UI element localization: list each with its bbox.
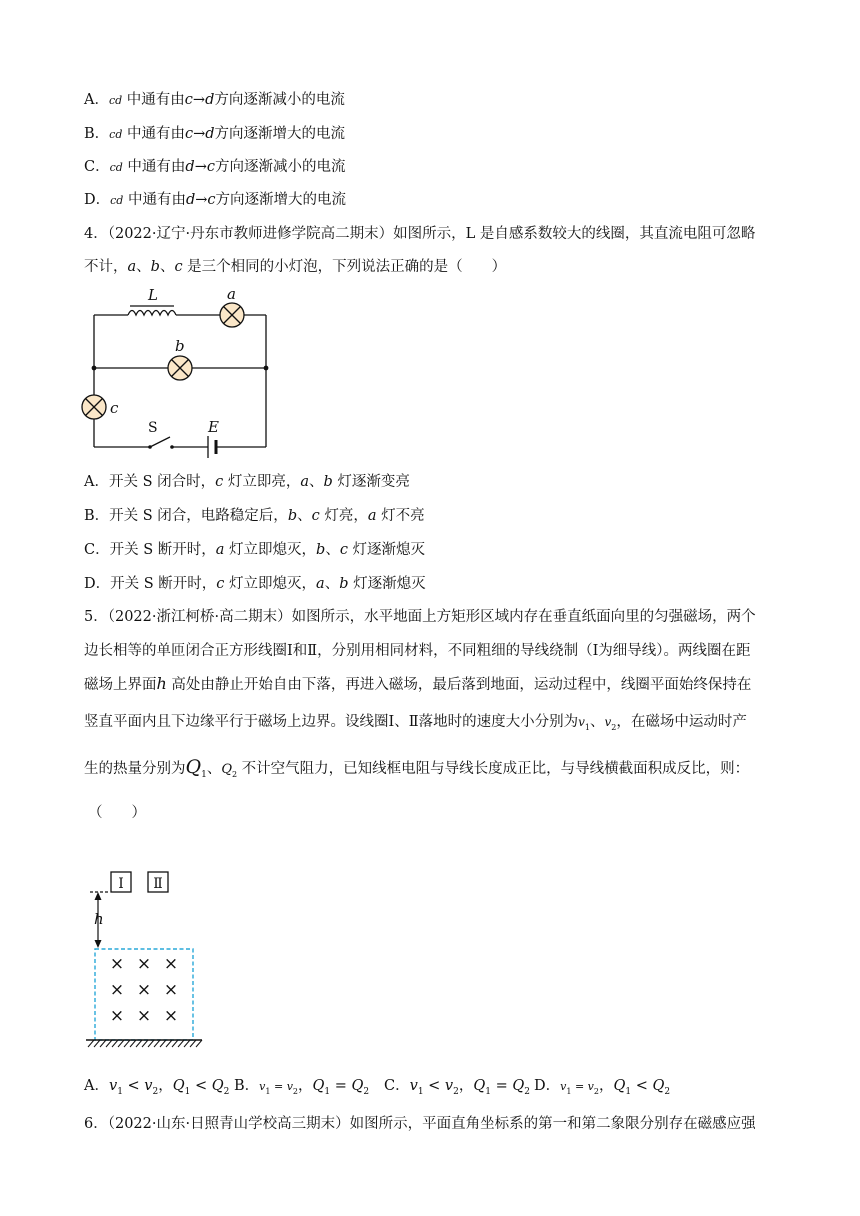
q3-option-c: C．cd 中通有由d→c方向逐渐减小的电流 <box>84 159 346 175</box>
svg-text:×: × <box>163 980 179 1000</box>
q4-circuit-diagram <box>70 282 290 457</box>
q3-option-b: B．cd 中通有由c→d方向逐渐增大的电流 <box>84 126 346 142</box>
q5-option-c: C．$v_1 < v_2$，$Q_1 = Q_2$ <box>384 1078 530 1097</box>
q5-option-b: B．$v_1 = v_2$，$Q_1 = Q_2$ <box>234 1078 370 1097</box>
height-label-h: h <box>94 910 104 928</box>
coil-2-label: Ⅱ <box>153 876 163 892</box>
label-l: L <box>148 286 158 304</box>
label-a: a <box>227 285 236 303</box>
svg-text:×: × <box>109 980 125 1000</box>
label-c: c <box>110 399 119 417</box>
svg-text:×: × <box>136 980 152 1000</box>
q5-stem-line5: 生的热量分别为$Q_1$、$Q_2$ 不计空气阻力，已知线框电阻与导线长度成正比，与导线横截面积成反比，则： <box>84 756 750 780</box>
svg-text:×: × <box>109 1006 125 1026</box>
svg-text:×: × <box>109 954 125 974</box>
q4-option-d: D．开关 S 断开时，c 灯立即熄灭，a、b 灯逐渐熄灭 <box>84 576 426 592</box>
q4-stem-line1: 4．（2022·辽宁·丹东市教师进修学院高二期末）如图所示，L 是自感系数较大的线圈，其直流电阻可忽略 <box>84 226 756 242</box>
svg-text:×: × <box>136 954 152 974</box>
svg-text:×: × <box>163 954 179 974</box>
field-crosses <box>110 954 178 1026</box>
q4-option-b: B．开关 S 闭合，电路稳定后，b、c 灯亮，a 灯不亮 <box>84 508 425 524</box>
q4-option-c: C．开关 S 断开时，a 灯立即熄灭，b、c 灯逐渐熄灭 <box>84 542 426 558</box>
q3-option-a: A．cd 中通有由c→d方向逐渐减小的电流 <box>84 92 345 108</box>
ground-hatching <box>88 1040 202 1047</box>
q5-magnetic-field-figure <box>84 868 214 1058</box>
label-e: E <box>208 418 219 436</box>
svg-text:×: × <box>163 1006 179 1026</box>
q5-stem-line1: 5．（2022·浙江柯桥·高二期末）如图所示，水平地面上方矩形区域内存在垂直纸面向里的匀强磁场，两个 <box>84 609 756 625</box>
q5-stem-line2: 边长相等的单匝闭合正方形线圈Ⅰ和Ⅱ，分别用相同材料，不同粗细的导线绕制（Ⅰ为细导线）。两线圈在距 <box>84 643 751 659</box>
q5-stem-line3: 磁场上界面h 高处由静止开始自由下落，再进入磁场，最后落到地面，运动过程中，线圈平面始终保持在 <box>84 674 752 693</box>
q3-option-d: D．cd 中通有由d→c方向逐渐增大的电流 <box>84 192 347 208</box>
q4-stem-line2: 不计，a、b、c 是三个相同的小灯泡，下列说法正确的是（ ） <box>84 259 507 275</box>
q5-options-row <box>84 1076 684 1102</box>
coil-1-label: Ⅰ <box>118 876 124 892</box>
lamp-c-icon <box>82 395 106 419</box>
svg-text:×: × <box>136 1006 152 1026</box>
q5-answer-paren: （ ） <box>88 805 146 821</box>
q5-option-a: A．$v_1 < v_2$，$Q_1 < Q_2$ <box>84 1078 230 1097</box>
q5-option-d: D．$v_1 = v_2$，$Q_1 < Q_2$ <box>534 1078 671 1097</box>
lamp-a-icon <box>220 303 244 327</box>
q6-stem-line1: 6．（2022·山东·日照青山学校高三期末）如图所示，平面直角坐标系的第一和第二象限分别存在磁感应强 <box>84 1116 756 1132</box>
label-s: S <box>148 420 158 436</box>
label-b: b <box>175 337 185 355</box>
q4-option-a: A．开关 S 闭合时，c 灯立即亮，a、b 灯逐渐变亮 <box>84 474 410 490</box>
lamp-b-icon <box>168 356 192 380</box>
q5-stem-line4: 竖直平面内且下边缘平行于磁场上边界。设线圈Ⅰ、Ⅱ落地时的速度大小分别为$v_1$、$v_2$，在磁场中运动时产 <box>84 714 747 732</box>
